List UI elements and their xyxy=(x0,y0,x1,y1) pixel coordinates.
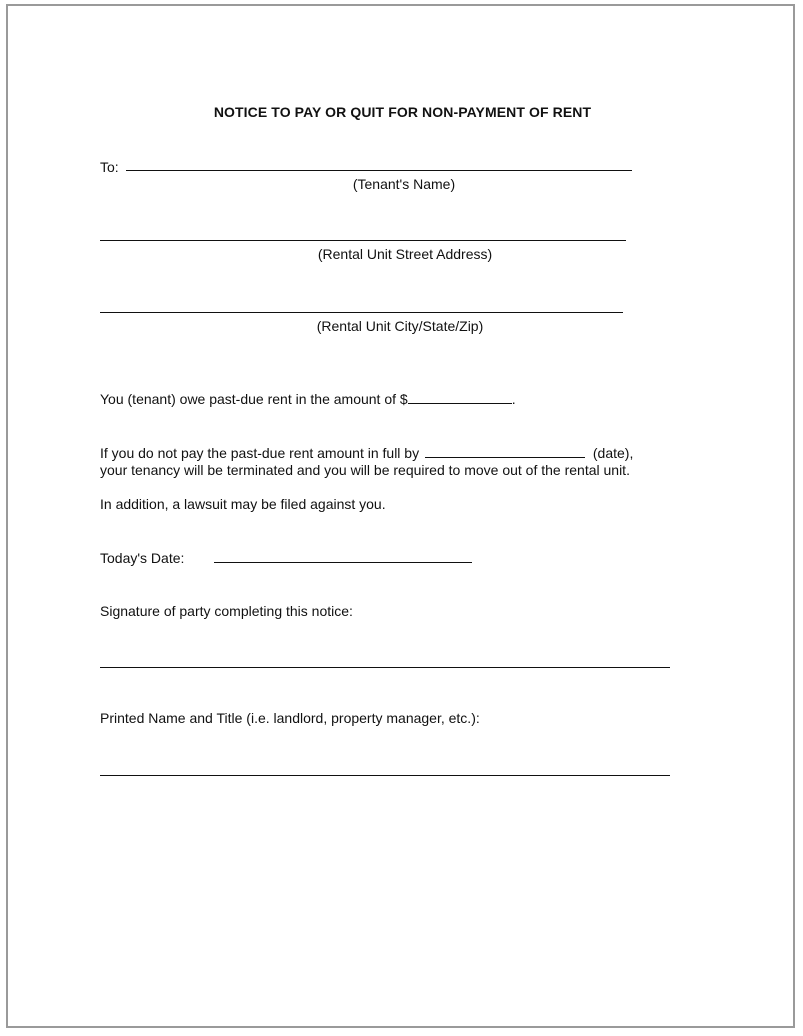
printed-name-label: Printed Name and Title (i.e. landlord, property manager, etc.): xyxy=(100,710,480,726)
tenancy-terminated-text: your tenancy will be terminated and you will be required to move out of the rental unit. xyxy=(100,462,630,478)
pay-by-text: If you do not pay the past-due rent amount in full by xyxy=(100,445,420,461)
city-state-zip-line[interactable] xyxy=(100,312,623,313)
tenant-name-line[interactable] xyxy=(126,170,632,171)
street-address-line[interactable] xyxy=(100,240,626,241)
owe-amount-line[interactable] xyxy=(408,390,512,404)
signature-label: Signature of party completing this notice: xyxy=(100,603,353,619)
pay-by-date-label: (date), xyxy=(592,445,634,461)
document-page xyxy=(6,4,795,1028)
tenant-name-caption: (Tenant's Name) xyxy=(352,176,456,192)
todays-date-line[interactable] xyxy=(214,562,472,563)
owe-amount-end: . xyxy=(511,391,516,407)
document-title: NOTICE TO PAY OR QUIT FOR NON-PAYMENT OF RENT xyxy=(213,104,592,120)
to-label: To: xyxy=(100,159,119,175)
pay-by-row xyxy=(100,444,633,462)
owe-amount-row xyxy=(100,390,516,408)
pay-by-date-line[interactable] xyxy=(425,444,585,458)
city-state-zip-caption: (Rental Unit City/State/Zip) xyxy=(316,318,484,334)
street-address-caption: (Rental Unit Street Address) xyxy=(317,246,493,262)
owe-amount-text: You (tenant) owe past-due rent in the amount of $ xyxy=(100,391,408,407)
lawsuit-text: In addition, a lawsuit may be filed against you. xyxy=(100,496,386,512)
printed-name-line[interactable] xyxy=(100,775,670,776)
todays-date-label: Today's Date: xyxy=(100,550,185,566)
signature-line[interactable] xyxy=(100,667,670,668)
